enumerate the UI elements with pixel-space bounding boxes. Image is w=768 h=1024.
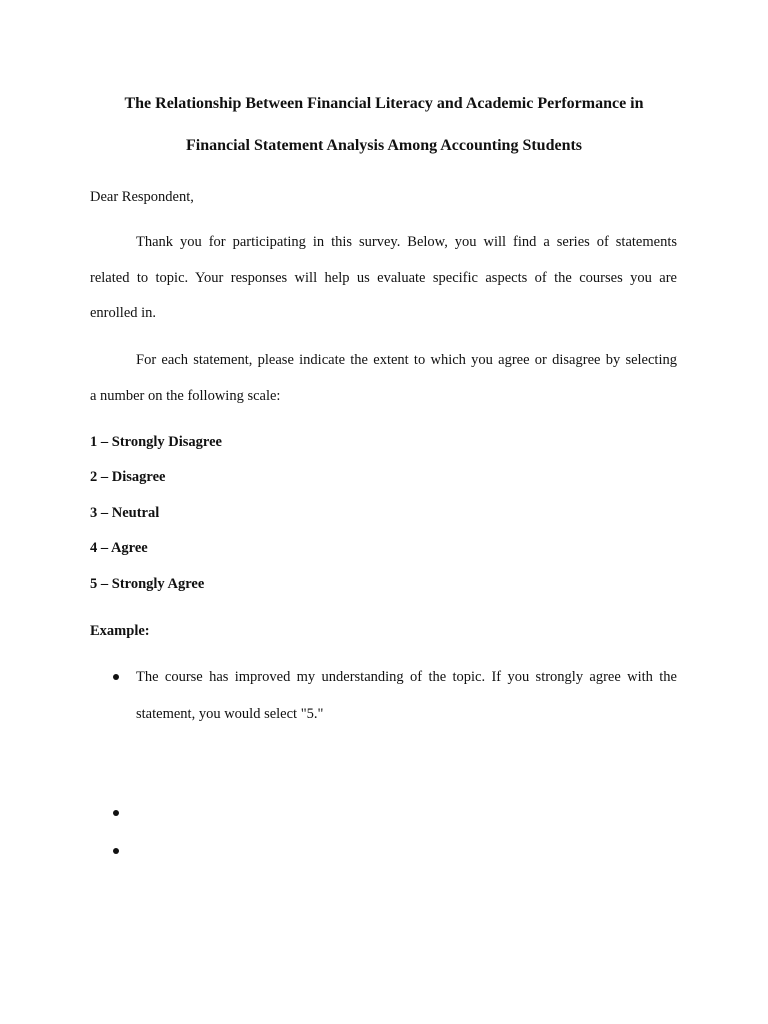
example-heading: Example: [90,623,150,639]
intro-line-2: related to topic. Your responses will help us evaluate specific aspects of the courses you are [90,270,677,286]
salutation: Dear Respondent, [90,189,194,205]
example-bullet-line-2: statement, you would select "5." [136,706,324,722]
scale-item-4: 4 – Agree [90,540,148,556]
instructions-line-2: a number on the following scale: [90,388,281,404]
scale-item-3: 3 – Neutral [90,505,160,521]
intro-line-1: Thank you for participating in this survey. Below, you will find a series of statements [136,234,677,250]
empty-bullet-icon [113,848,121,856]
bullet-icon [113,674,121,682]
document-title-line-1: The Relationship Between Financial Literacy and Academic Performance in [124,95,644,112]
document-title-line-2: Financial Statement Analysis Among Accounting Students [185,137,583,154]
scale-item-1: 1 – Strongly Disagree [90,434,222,450]
scale-item-2: 2 – Disagree [90,469,166,485]
scale-item-5: 5 – Strongly Agree [90,576,205,592]
example-bullet-line-1: The course has improved my understanding of the topic. If you strongly agree with the [136,669,677,685]
instructions-line-1: For each statement, please indicate the extent to which you agree or disagree by selecting [136,352,677,368]
intro-line-3: enrolled in. [90,305,157,321]
empty-bullet-icon [113,810,121,818]
